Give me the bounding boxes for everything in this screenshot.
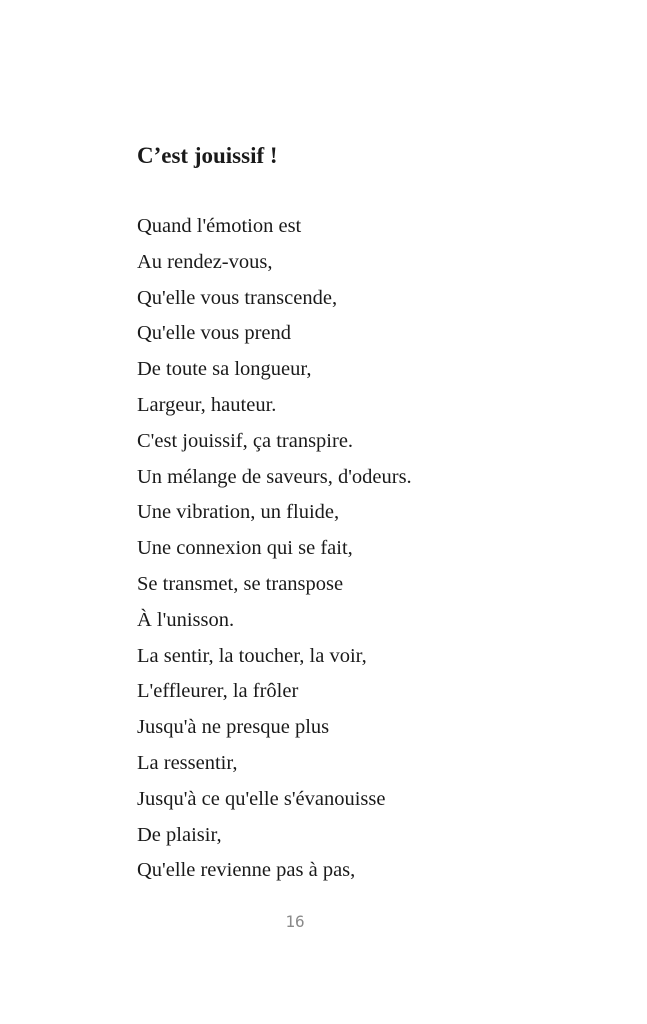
poem-line: Une vibration, un fluide, (137, 501, 340, 524)
poem-line: C'est jouissif, ça transpire. (137, 429, 354, 452)
poem-line: Jusqu'à ce qu'elle s'évanouisse (137, 787, 386, 810)
page-number: 16 (285, 912, 305, 931)
poem-line: Qu'elle vous transcende, (137, 286, 338, 309)
poem-line: De plaisir, (137, 823, 222, 846)
poem-body (137, 209, 412, 889)
poem-line: Qu'elle vous prend (137, 322, 291, 345)
poem-line: Au rendez-vous, (137, 250, 273, 273)
poem-line: De toute sa longueur, (137, 358, 312, 381)
poem-line: Un mélange de saveurs, d'odeurs. (137, 465, 412, 488)
poem-line: Largeur, hauteur. (137, 393, 277, 416)
poem-line: Quand l'émotion est (137, 215, 302, 237)
poem-line: Jusqu'à ne presque plus (137, 716, 330, 739)
poem-line: Qu'elle revienne pas à pas, (137, 859, 356, 882)
poem-line: À l'unisson. (137, 608, 235, 631)
poem-title: C’est jouissif ! (137, 143, 278, 168)
poem-line: Une connexion qui se fait, (137, 537, 353, 560)
poem-line: La ressentir, (137, 751, 238, 774)
poem-line: La sentir, la toucher, la voir, (137, 644, 367, 667)
poem-line: L'effleurer, la frôler (137, 680, 299, 703)
poem-line: Se transmet, se transpose (137, 572, 344, 595)
